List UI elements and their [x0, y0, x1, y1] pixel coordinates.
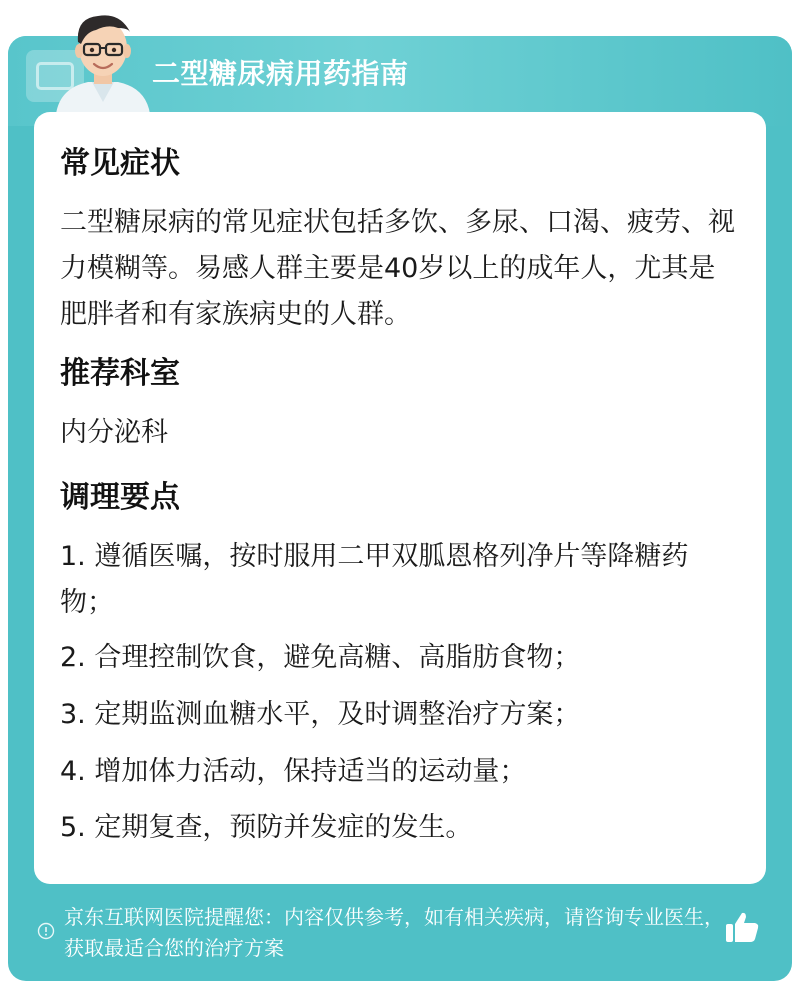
department-text: 内分泌科	[60, 417, 168, 448]
care-item-2: 2. 合理控制饮食，避免高糖、高脂肪食物；	[60, 642, 581, 673]
doctor-avatar	[48, 6, 158, 114]
symptoms-heading: 常见症状	[60, 146, 180, 181]
page-title: 二型糖尿病用药指南	[152, 57, 409, 90]
disclaimer-note: 京东互联网医院提醒您：内容仅供参考，如有相关疾病，请咨询专业医生，获取最适合您的治疗方案	[64, 905, 724, 960]
symptoms-text: 二型糖尿病的常见症状包括多饮、多尿、口渴、疲劳、视力模糊等。易感人群主要是40岁以上的成年人，尤其是肥胖者和有家族病史的人群。	[60, 207, 735, 330]
department-heading: 推荐科室	[60, 356, 180, 391]
care-item-5: 5. 定期复查，预防并发症的发生。	[60, 812, 473, 843]
care-heading: 调理要点	[60, 480, 180, 515]
care-item-1: 1. 遵循医嘱，按时服用二甲双胍恩格列净片等降糖药物；	[60, 541, 689, 618]
info-icon	[37, 922, 55, 940]
care-item-3: 3. 定期监测血糖水平，及时调整治疗方案；	[60, 699, 581, 730]
care-item-4: 4. 增加体力活动，保持适当的运动量；	[60, 756, 527, 787]
thumbs-up-icon[interactable]	[724, 910, 760, 944]
